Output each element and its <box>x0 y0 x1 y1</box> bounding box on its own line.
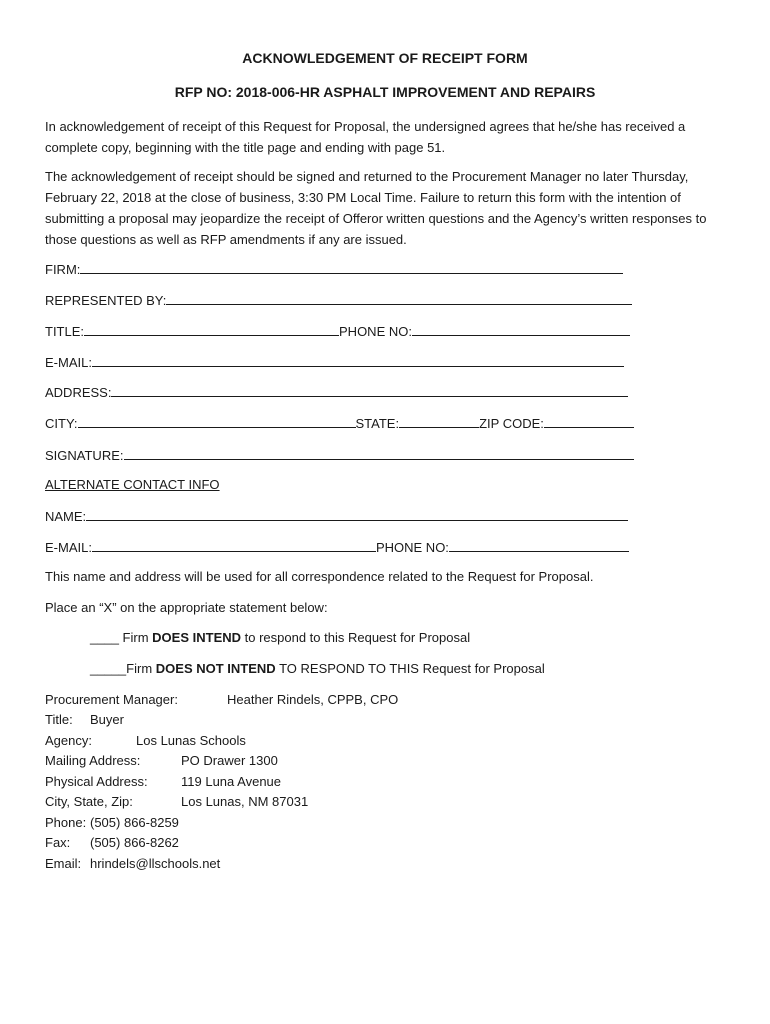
represented-by-field[interactable] <box>166 290 632 305</box>
mailing-value: PO Drawer 1300 <box>181 753 278 768</box>
zip-label: ZIP CODE: <box>479 416 544 431</box>
city-field[interactable] <box>78 413 356 428</box>
represented-by-row <box>45 290 632 308</box>
state-field[interactable] <box>399 413 479 428</box>
alt-phone-label: PHONE NO: <box>375 540 449 555</box>
address-row <box>45 382 628 400</box>
zip-field[interactable] <box>544 413 634 428</box>
title-field[interactable] <box>84 321 339 336</box>
firm-label: FIRM: <box>45 262 81 277</box>
option1-post: to respond to this Request for Proposal <box>244 630 471 645</box>
option-does-intend[interactable] <box>90 629 470 647</box>
alt-name-row <box>45 506 628 524</box>
manager-label: Procurement Manager: <box>45 692 178 707</box>
alt-name-label: NAME: <box>45 509 87 524</box>
city-state-zip-value: Los Lunas, NM 87031 <box>181 794 309 809</box>
title-label: TITLE: <box>45 324 85 339</box>
email-label: E-MAIL: <box>45 355 92 370</box>
city-state-zip-row <box>45 413 634 431</box>
instructions-paragraph: The acknowledgement of receipt should be signed and returned to the Procurement Manager no later Thursday, February 22, 2018 at the close of business, 3:30 PM Local Time. Failure to return this form with the intention of submitting a proposal may jeopardize the receipt of Offeror written questions and the Agency’s written responses to those questions as well as RFP amendments if any are issued. <box>45 169 707 247</box>
option1-blank[interactable]: ____ <box>90 630 119 645</box>
contact-email-value[interactable]: hrindels@llschools.net <box>90 856 221 871</box>
address-field[interactable] <box>111 382 628 397</box>
physical-label: Physical Address: <box>45 774 148 789</box>
contact-title-value: Buyer <box>90 712 124 727</box>
contact-phone-label: Phone: <box>45 815 87 830</box>
state-label: STATE: <box>355 416 400 431</box>
receipt-paragraph: In acknowledgement of receipt of this Request for Proposal, the undersigned agrees that he/she has received a complete copy, beginning with the title page and ending with page 51. <box>45 119 686 155</box>
firm-field[interactable] <box>80 259 623 274</box>
contact-email-label: Email: <box>45 856 82 871</box>
alternate-contact-heading: ALTERNATE CONTACT INFO <box>45 477 220 492</box>
alt-email-field[interactable] <box>92 537 376 552</box>
phone-field[interactable] <box>412 321 630 336</box>
option2-bold: DOES NOT INTEND <box>155 661 276 676</box>
email-field[interactable] <box>92 352 624 367</box>
instruction-note: Place an “X” on the appropriate statement below: <box>45 600 328 615</box>
rfp-heading: RFP NO: 2018-006-HR ASPHALT IMPROVEMENT AND REPAIRS <box>174 84 596 100</box>
contact-phone-value: (505) 866-8259 <box>90 815 179 830</box>
address-label: ADDRESS: <box>45 385 112 400</box>
represented-by-label: REPRESENTED BY: <box>45 293 167 308</box>
mailing-label: Mailing Address: <box>45 753 141 768</box>
option-does-not-intend[interactable] <box>90 660 545 678</box>
correspondence-note: This name and address will be used for all correspondence related to the Request for Proposal. <box>45 569 594 584</box>
title-phone-row <box>45 321 630 339</box>
firm-row <box>45 259 623 277</box>
option1-bold: DOES INTEND <box>152 630 242 645</box>
alt-phone-field[interactable] <box>449 537 629 552</box>
email-row <box>45 352 624 370</box>
signature-label: SIGNATURE: <box>45 448 124 463</box>
city-state-zip-label: City, State, Zip: <box>45 794 133 809</box>
signature-field[interactable] <box>124 445 634 460</box>
contact-title-label: Title: <box>45 712 73 727</box>
alt-name-field[interactable] <box>86 506 628 521</box>
signature-row <box>45 445 634 463</box>
option2-pre: Firm <box>126 661 153 676</box>
form-title: ACKNOWLEDGEMENT OF RECEIPT FORM <box>242 50 528 66</box>
phone-label: PHONE NO: <box>339 324 412 339</box>
option1-pre: Firm <box>122 630 149 645</box>
alt-email-label: E-MAIL: <box>45 540 92 555</box>
agency-label: Agency: <box>45 733 92 748</box>
option2-blank[interactable]: _____ <box>90 661 127 676</box>
manager-value: Heather Rindels, CPPB, CPO <box>227 692 399 707</box>
agency-value: Los Lunas Schools <box>136 733 246 748</box>
option2-post: TO RESPOND TO THIS Request for Proposal <box>279 661 545 676</box>
city-label: CITY: <box>45 416 78 431</box>
alt-email-phone-row <box>45 537 629 555</box>
fax-value: (505) 866-8262 <box>90 835 179 850</box>
physical-value: 119 Luna Avenue <box>181 774 282 789</box>
fax-label: Fax: <box>45 835 71 850</box>
